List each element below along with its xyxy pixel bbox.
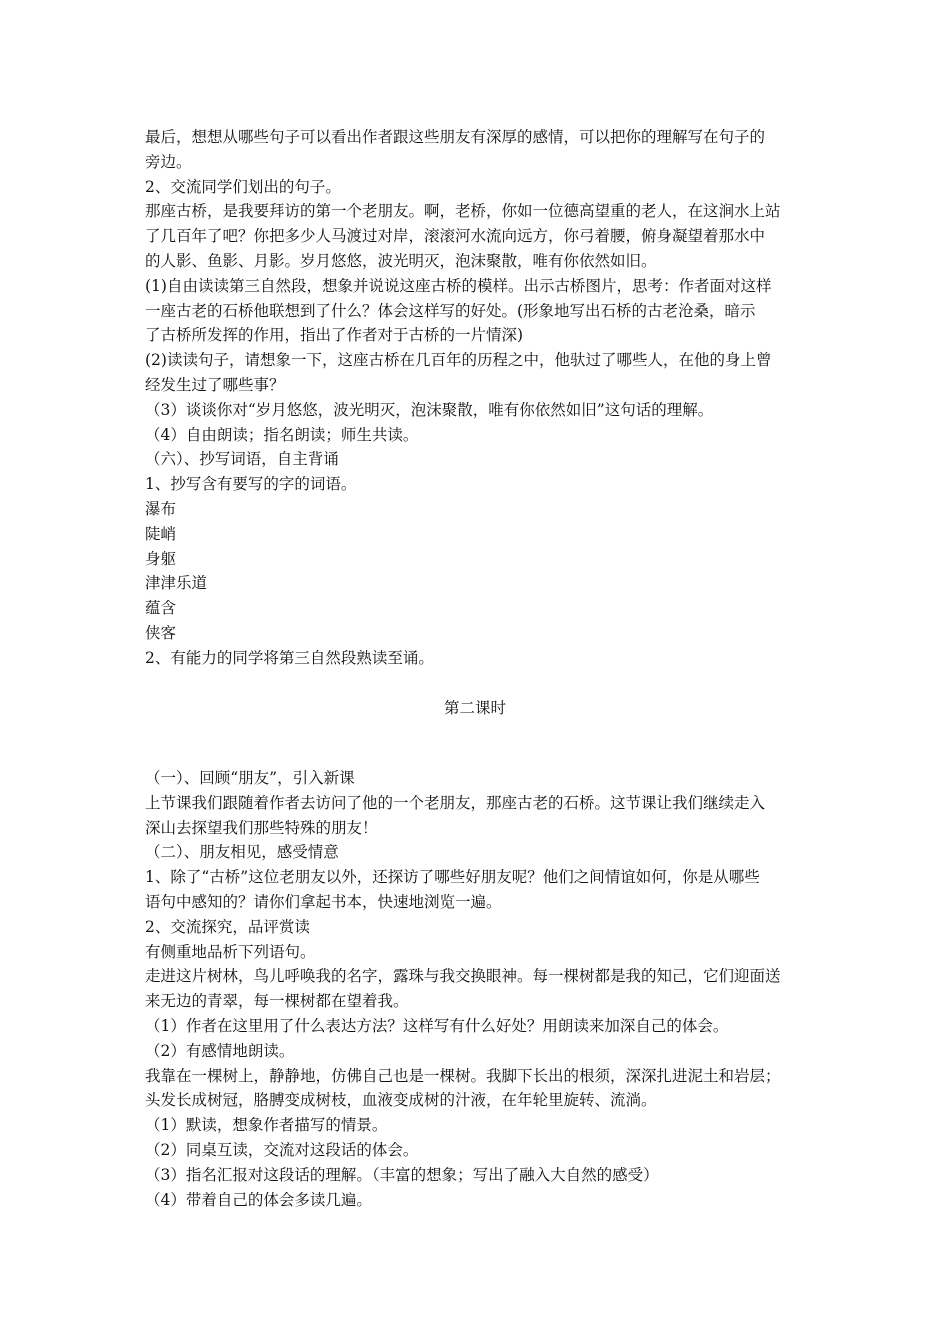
text-line: （六）、抄写词语，自主背诵: [145, 450, 339, 469]
text-line: （4）带着自己的体会多读几遍。: [145, 1190, 372, 1209]
text-line: (2)读读句子，请想象一下，这座古桥在几百年的历程之中，他驮过了哪些人，在他的身上曾: [145, 351, 772, 370]
text-line: 了古桥所发挥的作用，指出了作者对于古桥的一片情深): [145, 326, 524, 345]
text-line: 津津乐道: [145, 574, 208, 593]
text-line: 最后，想想从哪些句子可以看出作者跟这些朋友有深厚的感情，可以把你的理解写在句子的: [145, 128, 766, 146]
text-line: 瀑布: [145, 500, 177, 518]
text-line: 那座古桥，是我要拜访的第一个老朋友。啊，老桥，你如一位德高望重的老人，在这涧水上站: [145, 202, 781, 221]
text-line: 我靠在一棵树上，静静地，仿佛自己也是一棵树。我脚下长出的根须，深深扎进泥土和岩层；: [145, 1066, 781, 1085]
text-line: 侠客: [145, 624, 177, 642]
text-line: 语句中感知的？请你们拿起书本，快速地浏览一遍。: [145, 893, 502, 911]
text-line: 蕴含: [145, 599, 177, 618]
text-line: 陡峭: [145, 524, 177, 543]
text-line: （一）、回顾“朋友”，引入新课: [145, 769, 355, 787]
text-line: 2、有能力的同学将第三自然段熟读至诵。: [145, 648, 434, 667]
text-line: 身躯: [145, 549, 177, 568]
text-line: 旁边。: [145, 152, 192, 171]
text-line: 的人影、鱼影、月影。岁月悠悠，波光明灭，泡沫聚散，唯有你依然如旧。: [145, 252, 657, 270]
text-line: （3）指名汇报对这段话的理解。（丰富的想象；写出了融入大自然的感受）: [145, 1165, 659, 1184]
text-line: 1、除了“古桥”这位老朋友以外，还探访了哪些好朋友呢？他们之间情谊如何，你是从哪些: [145, 868, 760, 887]
text-line: 头发长成树冠，胳膊变成树枝，血液变成树的汁液，在年轮里旋转、流淌。: [145, 1091, 657, 1110]
text-line: (1)自由读读第三自然段，想象并说说这座古桥的模样。出示古桥图片，思考：作者面对这样: [145, 276, 772, 295]
text-line: （4）自由朗读；指名朗读；师生共读。: [145, 425, 419, 444]
text-line: 有侧重地品析下列语句。: [145, 942, 316, 961]
section-title: 第二课时: [443, 699, 506, 717]
text-line: 深山去探望我们那些特殊的朋友！: [145, 818, 378, 837]
text-line: 2、交流同学们划出的句子。: [145, 177, 341, 196]
text-line: （3）谈谈你对“岁月悠悠，波光明灭，泡沫聚散，唯有你依然如旧”这句话的理解。: [145, 400, 714, 419]
text-line: 2、交流探究，品评赏读: [145, 917, 310, 936]
text-line: 1、抄写含有要写的字的词语。: [145, 475, 357, 494]
text-line: 了几百年了吧？你把多少人马渡过对岸，滚滚河水流向远方，你弓着腰，俯身凝望着那水中: [145, 227, 766, 246]
text-line: 上节课我们跟随着作者去访问了他的一个老朋友，那座古老的石桥。这节课让我们继续走入: [145, 793, 766, 812]
text-line: 走进这片树林，鸟儿呼唤我的名字，露珠与我交换眼神。每一棵树都是我的知己，它们迎面送: [145, 967, 781, 986]
text-line: 经发生过了哪些事？: [145, 376, 285, 394]
text-line: （二）、朋友相见，感受情意: [145, 843, 339, 862]
text-line: 一座古老的石桥他联想到了什么？体会这样写的好处。(形象地写出石桥的古老沧桑，暗示: [145, 301, 756, 320]
text-line: （1）作者在这里用了什么表达方法？这样写有什么好处？用朗读来加深自己的体会。: [145, 1017, 729, 1035]
text-line: （2）同桌互读，交流对这段话的体会。: [145, 1141, 419, 1159]
text-line: （2）有感情地朗读。: [145, 1041, 295, 1060]
text-line: （1）默读，想象作者描写的情景。: [145, 1116, 388, 1135]
text-line: 来无边的青翠，每一棵树都在望着我。: [145, 992, 409, 1011]
